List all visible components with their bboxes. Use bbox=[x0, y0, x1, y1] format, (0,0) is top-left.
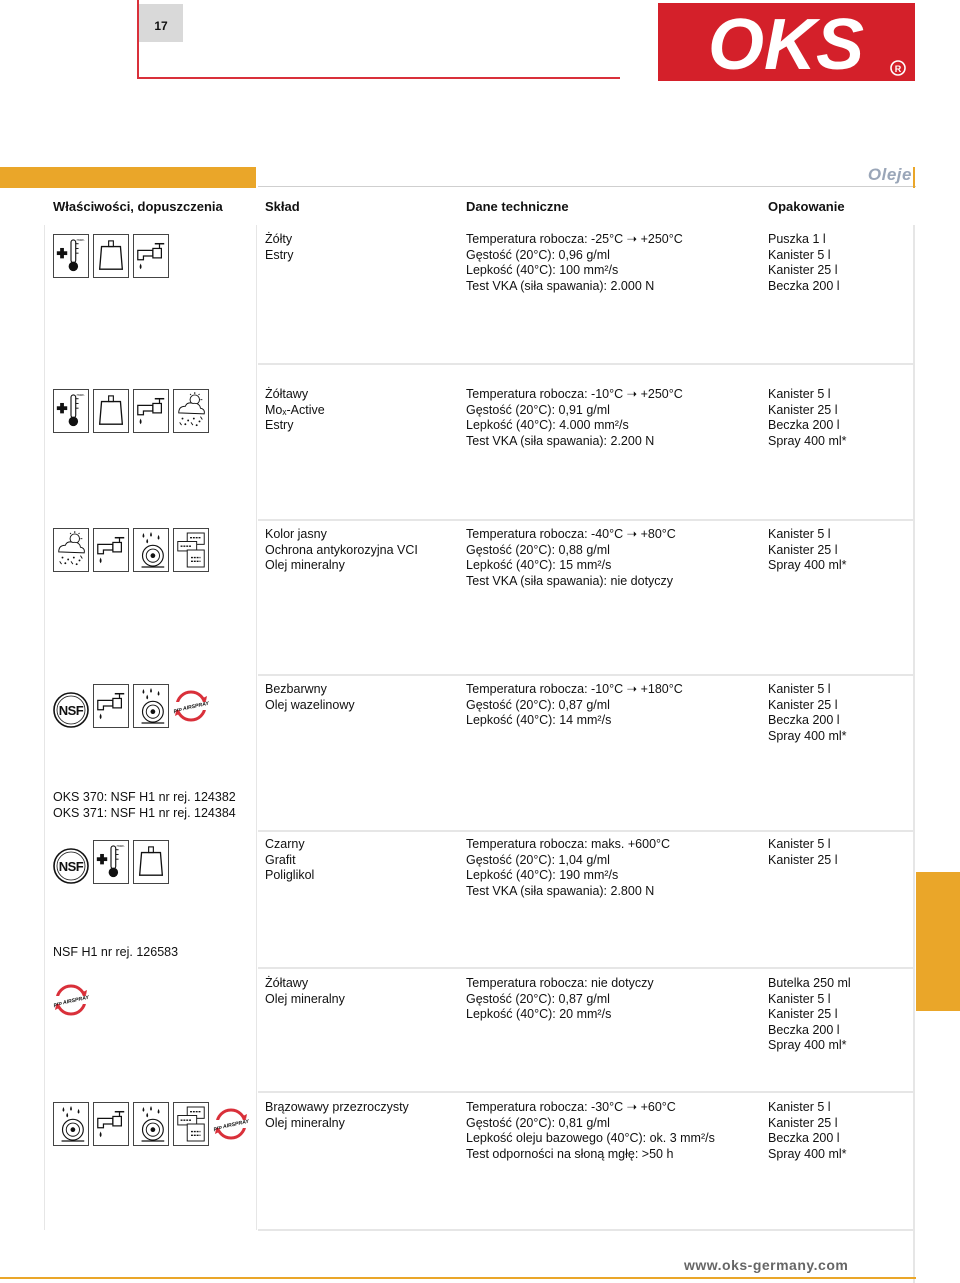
row-separator bbox=[258, 1229, 915, 1231]
weather-icon bbox=[53, 528, 89, 572]
technical-data: Temperatura robocza: -30°C ➝ +60°C Gęstość (20°C): 0,81 g/ml Lepkość oleju bazowego (40°C): ok. 3 mm²/s Test odporności na słoną mgłę: >50 h bbox=[466, 1100, 715, 1161]
drop-disc-icon bbox=[133, 1102, 169, 1146]
col-header-packaging: Opakowanie bbox=[768, 199, 845, 214]
row-separator bbox=[258, 830, 915, 832]
nsf-registration-note: NSF H1 nr rej. 126583 bbox=[53, 945, 179, 959]
drop-disc-icon bbox=[53, 1102, 89, 1146]
section-title: Oleje bbox=[867, 165, 912, 184]
row-separator bbox=[258, 519, 915, 521]
technical-data: Temperatura robocza: -40°C ➝ +80°C Gęstość (20°C): 0,88 g/ml Lepkość (40°C): 15 mm²/s Test VKA (siła spawania): nie dotyczy bbox=[466, 527, 676, 588]
col-header-properties: Właściwości, dopuszczenia bbox=[53, 199, 223, 214]
page-number: 17 bbox=[154, 19, 168, 33]
nsf-icon bbox=[53, 848, 89, 884]
tap-icon bbox=[93, 684, 129, 728]
row-separator bbox=[258, 363, 915, 365]
section-bar bbox=[0, 167, 256, 188]
composition: Bezbarwny Olej wazelinowy bbox=[265, 682, 355, 712]
panels-icon bbox=[173, 1102, 209, 1146]
composition: Kolor jasny Ochrona antykorozyjna VCI Olej mineralny bbox=[265, 527, 418, 572]
packaging: Kanister 5 l Kanister 25 l Beczka 200 l Spray 400 ml* bbox=[768, 1100, 847, 1161]
temperature-icon bbox=[53, 389, 89, 433]
composition: Czarny Grafit Poliglikol bbox=[265, 837, 315, 882]
airspray-icon bbox=[213, 1102, 249, 1146]
footer-rule bbox=[0, 1277, 916, 1279]
svg-text:R: R bbox=[894, 64, 902, 74]
packaging: Kanister 5 l Kanister 25 l Beczka 200 l Spray 400 ml* bbox=[768, 682, 847, 743]
weather-icon bbox=[173, 389, 209, 433]
technical-data: Temperatura robocza: nie dotyczy Gęstość (20°C): 0,87 g/ml Lepkość (40°C): 20 mm²/s bbox=[466, 976, 654, 1021]
grid-line-mid bbox=[256, 225, 257, 1230]
technical-data: Temperatura robocza: maks. +600°C Gęstość (20°C): 1,04 g/ml Lepkość (40°C): 190 mm²/s Test VKA (siła spawania): 2.800 N bbox=[466, 837, 671, 898]
weight-icon bbox=[93, 389, 129, 433]
composition: Brązowawy przezroczysty Olej mineralny bbox=[265, 1100, 409, 1130]
tap-icon bbox=[93, 528, 129, 572]
col-header-composition: Skład bbox=[265, 199, 300, 214]
technical-data: Temperatura robocza: -10°C ➝ +250°C Gęstość (20°C): 0,91 g/ml Lepkość (40°C): 4.000 mm²/s Test VKA (siła spawania): 2.200 N bbox=[466, 387, 683, 448]
tap-icon bbox=[133, 234, 169, 278]
composition: Żółtawy Moₓ-Active Estry bbox=[265, 387, 325, 432]
packaging: Kanister 5 l Kanister 25 l Beczka 200 l Spray 400 ml* bbox=[768, 387, 847, 448]
drop-disc-icon bbox=[133, 528, 169, 572]
row-separator bbox=[258, 674, 915, 676]
composition: Żółty Estry bbox=[265, 232, 294, 262]
packaging: Butelka 250 ml Kanister 5 l Kanister 25 l Beczka 200 l Spray 400 ml* bbox=[768, 976, 851, 1052]
temperature-icon bbox=[93, 840, 129, 884]
technical-data: Temperatura robocza: -10°C ➝ +180°C Gęstość (20°C): 0,87 g/ml Lepkość (40°C): 14 mm²/s bbox=[466, 682, 683, 727]
nsf-icon bbox=[53, 692, 89, 728]
section-title-bar bbox=[913, 167, 915, 188]
grid-line-left bbox=[44, 225, 45, 1230]
logo-text: OKS bbox=[707, 5, 865, 81]
side-tab bbox=[916, 872, 960, 1011]
airspray-icon bbox=[53, 978, 89, 1022]
row-separator bbox=[258, 967, 915, 969]
technical-data: Temperatura robocza: -25°C ➝ +250°C Gęstość (20°C): 0,96 g/ml Lepkość (40°C): 100 mm²/s Test VKA (siła spawania): 2.000 N bbox=[466, 232, 683, 293]
drop-disc-icon bbox=[133, 684, 169, 728]
oks-logo bbox=[658, 3, 915, 81]
airspray-icon bbox=[173, 684, 209, 728]
packaging: Kanister 5 l Kanister 25 l Spray 400 ml* bbox=[768, 527, 847, 572]
weight-icon bbox=[133, 840, 169, 884]
header-rule-horizontal bbox=[137, 77, 620, 79]
packaging: Kanister 5 l Kanister 25 l bbox=[768, 837, 838, 867]
col-header-technical: Dane techniczne bbox=[466, 199, 569, 214]
tap-icon bbox=[133, 389, 169, 433]
weight-icon bbox=[93, 234, 129, 278]
panels-icon bbox=[173, 528, 209, 572]
grid-line-right bbox=[913, 225, 915, 1283]
nsf-registration-note: OKS 370: NSF H1 nr rej. 124382 OKS 371: NSF H1 nr rej. 124384 bbox=[53, 790, 236, 820]
footer-url[interactable]: www.oks-germany.com bbox=[684, 1257, 849, 1273]
tap-icon bbox=[93, 1102, 129, 1146]
row-separator bbox=[258, 1091, 915, 1093]
temperature-icon bbox=[53, 234, 89, 278]
composition: Żółtawy Olej mineralny bbox=[265, 976, 345, 1006]
packaging: Puszka 1 l Kanister 5 l Kanister 25 l Beczka 200 l bbox=[768, 232, 840, 293]
section-rule bbox=[258, 186, 916, 187]
